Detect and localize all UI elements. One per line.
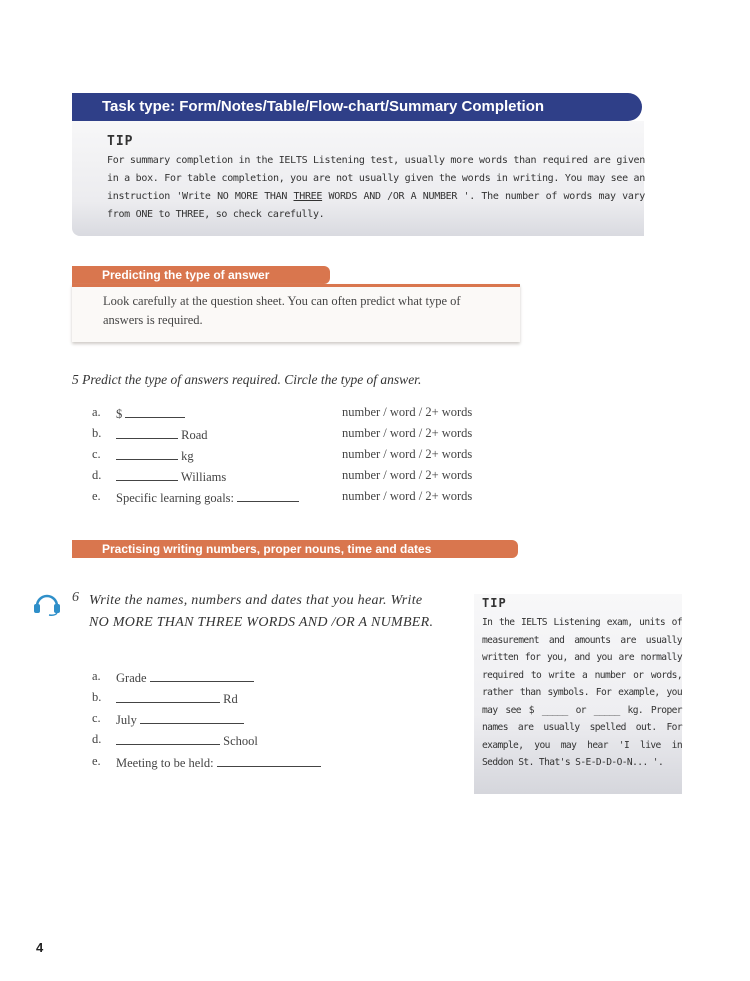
q5-pre: Specific learning goals:	[116, 491, 235, 505]
task-type-banner: Task type: Form/Notes/Table/Flow-chart/Summary Completion	[72, 93, 642, 121]
q6-text	[116, 732, 258, 749]
answer-line	[237, 489, 299, 502]
answer-line	[116, 690, 220, 703]
q5-text	[116, 447, 194, 464]
q6-post: School	[220, 734, 258, 748]
q6-text	[116, 754, 321, 771]
q6-pre: Grade	[116, 671, 147, 685]
q5-letter: e.	[92, 489, 101, 503]
tip-text-2: In the IELTS Listening exam, units of measurement and amounts are usually written for you, and you are normally required to write a number or words, rather than symbols. For example, you may see $ _____ or _____ kg. Proper names are usually spelled out. For example, you may hear 'I live in Seddon St. That's S-E-D-D-O-N... '.	[482, 617, 682, 768]
q5-options: number / word / 2+ words	[342, 447, 473, 461]
q5-text	[116, 489, 299, 506]
q6-letter: a.	[92, 669, 101, 683]
q6-text	[116, 690, 238, 707]
q5-post: Road	[178, 428, 208, 442]
q5-pre: $	[116, 407, 123, 421]
q5-options: number / word / 2+ words	[342, 468, 473, 482]
headphones-icon	[33, 590, 61, 616]
q5-post: Williams	[178, 470, 227, 484]
q6-letter: c.	[92, 711, 101, 725]
answer-line	[217, 754, 321, 767]
answer-line	[116, 468, 178, 481]
q6-letter: b.	[92, 690, 102, 704]
answer-line	[125, 405, 185, 418]
q6-letter: e.	[92, 754, 101, 768]
q5-letter: b.	[92, 426, 102, 440]
tip-label-2: TIP	[482, 596, 507, 610]
answer-line	[140, 711, 244, 724]
q5-options: number / word / 2+ words	[342, 405, 473, 419]
section-tab-practising: Practising writing numbers, proper nouns, time and dates	[72, 540, 518, 558]
answer-line	[116, 426, 178, 439]
q5-options: number / word / 2+ words	[342, 489, 473, 503]
q5-text	[116, 468, 226, 485]
q6-letter: d.	[92, 732, 102, 746]
q5-post: kg	[178, 449, 194, 463]
question-5-title: 5 Predict the type of answers required. Circle the type of answer.	[72, 372, 422, 387]
answer-line	[116, 447, 178, 460]
q5-letter: a.	[92, 405, 101, 419]
tip-label: TIP	[107, 134, 134, 149]
answer-line	[116, 732, 220, 745]
q5-letter: d.	[92, 468, 102, 482]
q6-text	[116, 669, 254, 686]
q6-post: Rd	[220, 692, 238, 706]
q5-text	[116, 405, 185, 422]
predict-text: Look carefully at the question sheet. You can often predict what type of answers is required.	[103, 294, 461, 327]
q5-letter: c.	[92, 447, 101, 461]
q5-text	[116, 426, 208, 443]
answer-line	[150, 669, 254, 682]
q5-options: number / word / 2+ words	[342, 426, 473, 440]
page-number: 4	[36, 940, 44, 955]
question-6-text: Write the names, numbers and dates that you hear. Write NO MORE THAN THREE WORDS AND /OR A NUMBER.	[89, 593, 434, 630]
question-6-number: 6	[72, 590, 79, 605]
section-tab-predicting: Predicting the type of answer	[72, 266, 330, 284]
q6-pre: July	[116, 713, 137, 727]
tip-text-part-a: For summary completion in the IELTS Listening test, usually more words than required are given in a box. For table completion, you are not usually given the words in writing. You may see an instruction 'Write NO MORE THAN	[107, 155, 645, 202]
q6-text	[116, 711, 244, 728]
tip-text	[107, 152, 645, 224]
tip-text-part-b: WORDS AND /OR A NUMBER '. The number of words may vary from ONE to THREE, so check carefully.	[107, 191, 645, 220]
q6-pre: Meeting to be held:	[116, 756, 214, 770]
tip-text-underlined: THREE	[293, 191, 323, 202]
